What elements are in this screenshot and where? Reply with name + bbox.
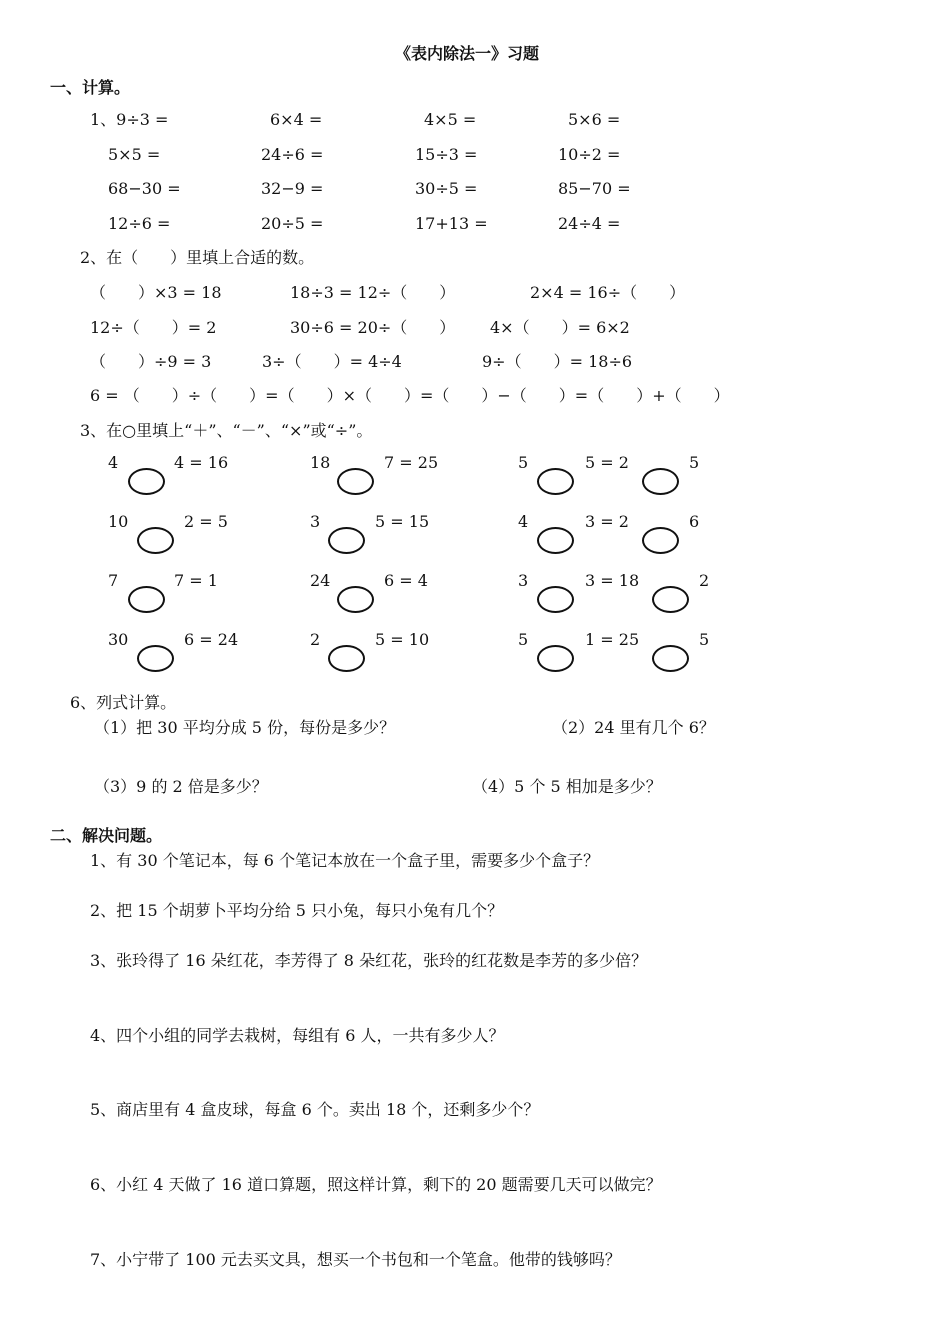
operator-circle[interactable] [328,645,365,672]
problem-1: 1、有 30 个笔记本，每 6 个笔记本放在一个盒子里，需要多少个盒子？ [90,851,600,870]
fill-item: 4×（ ）= 6×2 [490,318,630,337]
operand: 10 [108,512,129,531]
calc-item: 30÷5 = [415,179,478,198]
fill-item: 30÷6 = 20÷（ ） [290,318,456,337]
operator-circle[interactable] [337,586,374,613]
operator-circle[interactable] [537,527,574,554]
operator-circle[interactable] [652,586,689,613]
calc-item: 12÷6 = [108,214,171,233]
operator-circle[interactable] [128,586,165,613]
operand: 4 [518,512,529,531]
operand: 3 [518,571,529,590]
calc-item: 5×6 = [568,110,621,129]
operand: 2 [699,571,710,590]
calc-item: 68−30 = [108,179,181,198]
problem-2: 2、把 15 个胡萝卜平均分给 5 只小兔，每只小兔有几个？ [90,901,504,920]
operand-result: 7 = 1 [174,571,218,590]
operand-result: 3 = 2 [585,512,629,531]
operand-result: 3 = 18 [585,571,640,590]
operand: 4 [108,453,119,472]
word-calc-4: （4）5 个 5 相加是多少？ [472,777,662,796]
fill-item: 3÷（ ）= 4÷4 [262,352,402,371]
operand: 30 [108,630,129,649]
operand: 7 [108,571,119,590]
operand-result: 5 = 2 [585,453,629,472]
operator-circle[interactable] [128,468,165,495]
operator-circle[interactable] [642,468,679,495]
operand: 5 [518,453,529,472]
fill-item: 2×4 = 16÷（ ） [530,283,686,302]
operator-circle[interactable] [537,645,574,672]
word-calc-2: （2）24 里有几个 6？ [552,718,715,737]
operator-circle[interactable] [337,468,374,495]
operator-circle[interactable] [642,527,679,554]
calc-item: 15÷3 = [415,145,478,164]
calc-item: 6×4 = [270,110,323,129]
operand: 5 [689,453,700,472]
operand-result: 2 = 5 [184,512,228,531]
fill-chain: 6 = （ ）÷（ ）=（ ）×（ ）=（ ）−（ ）=（ ）+（ ） [90,386,730,405]
calc-item: 24÷4 = [558,214,621,233]
calc-item: 4×5 = [424,110,477,129]
calc-item: 17+13 = [415,214,488,233]
calc-item: 24÷6 = [261,145,324,164]
calc-item: 20÷5 = [261,214,324,233]
part-3-heading: 3、在○里填上“＋”、“－”、“×”或“÷”。 [80,421,373,440]
problem-6: 6、小红 4 天做了 16 道口算题，照这样计算，剩下的 20 题需要几天可以做完？ [90,1175,662,1194]
calc-item: 32−9 = [261,179,324,198]
word-calc-1: （1）把 30 平均分成 5 份，每份是多少？ [94,718,396,737]
problem-7: 7、小宁带了 100 元去买文具，想买一个书包和一个笔盒。他带的钱够吗？ [90,1250,621,1269]
operand-result: 7 = 25 [384,453,439,472]
fill-item: 18÷3 = 12÷（ ） [290,283,456,302]
fill-item: 9÷（ ）= 18÷6 [482,352,633,371]
operand: 3 [310,512,321,531]
operand-result: 1 = 25 [585,630,640,649]
operator-circle[interactable] [328,527,365,554]
operator-circle[interactable] [537,468,574,495]
fill-item: （ ）÷9 = 3 [90,352,212,371]
operand: 24 [310,571,331,590]
operand-result: 6 = 4 [384,571,428,590]
calc-item: 10÷2 = [558,145,621,164]
operator-circle[interactable] [137,527,174,554]
calc-item: 85−70 = [558,179,631,198]
fill-item: 12÷（ ）= 2 [90,318,217,337]
operator-circle[interactable] [537,586,574,613]
section-2-heading: 二、解决问题。 [50,826,163,845]
operand-result: 6 = 24 [184,630,239,649]
fill-item: （ ）×3 = 18 [90,283,222,302]
operator-circle[interactable] [137,645,174,672]
operand-result: 5 = 10 [375,630,430,649]
operand: 6 [689,512,700,531]
part-2-heading: 2、在（ ）里填上合适的数。 [80,248,315,267]
calc-item: 5×5 = [108,145,161,164]
operand: 18 [310,453,331,472]
operand-result: 4 = 16 [174,453,229,472]
part-6-heading: 6、列式计算。 [70,693,177,712]
problem-4: 4、四个小组的同学去栽树，每组有 6 人，一共有多少人？ [90,1026,505,1045]
operand: 2 [310,630,321,649]
operand: 5 [518,630,529,649]
word-calc-3: （3）9 的 2 倍是多少？ [94,777,268,796]
problem-3: 3、张玲得了 16 朵红花，李芳得了 8 朵红花，张玲的红花数是李芳的多少倍？ [90,951,648,970]
section-1-heading: 一、计算。 [50,78,131,97]
operand-result: 5 = 15 [375,512,430,531]
operand: 5 [699,630,710,649]
problem-5: 5、商店里有 4 盒皮球，每盒 6 个。卖出 18 个，还剩多少个？ [90,1100,540,1119]
operator-circle[interactable] [652,645,689,672]
calc-item: 1、9÷3 = [90,110,169,129]
page-title: 《表内除法一》习题 [395,44,540,63]
